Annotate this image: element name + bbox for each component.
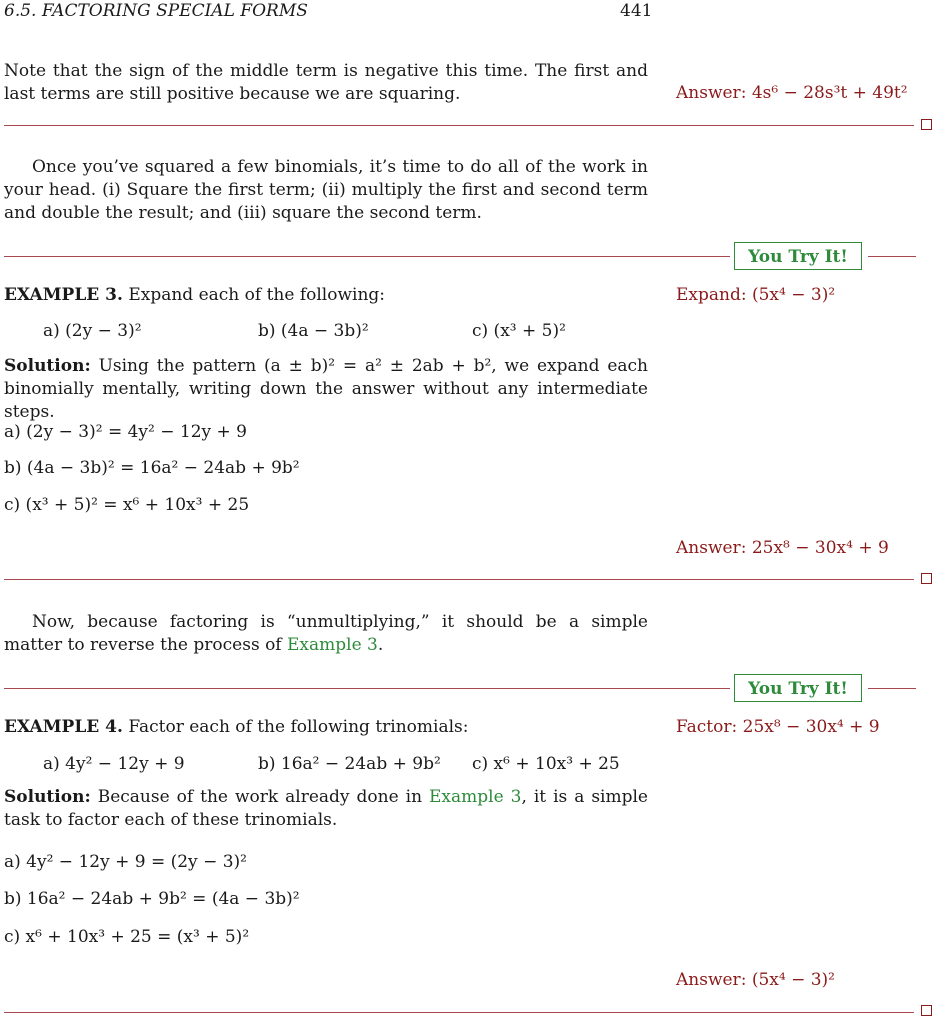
divider-rule	[4, 1012, 914, 1013]
answer-a: a) 4y² − 12y + 9 = (2y − 3)²	[4, 852, 247, 872]
part-c: c) (x³ + 5)²	[472, 321, 566, 341]
paragraph-text: .	[377, 635, 384, 655]
divider-rule	[4, 579, 914, 580]
try-it-answer: Answer: (5x⁴ − 3)²	[676, 970, 835, 990]
example-3-heading	[4, 284, 648, 307]
transition-paragraph	[4, 611, 648, 657]
you-try-it-badge: You Try It!	[734, 242, 862, 270]
example-3-link[interactable]: Example 3	[429, 787, 522, 807]
solution-text: Using the pattern (a ± b)² = a² ± 2ab + b², we expand each binomially mentally, writing down the answer without any intermediate steps.	[4, 356, 648, 422]
solution-paragraph	[4, 786, 648, 832]
solution-text: , it is a simple task to factor each of these trinomials.	[4, 787, 648, 830]
answer-a: a) (2y − 3)² = 4y² − 12y + 9	[4, 422, 247, 442]
answer-b: b) 16a² − 24ab + 9b² = (4a − 3b)²	[4, 889, 300, 909]
previous-answer: Answer: 4s⁶ − 28s³t + 49t²	[676, 83, 908, 103]
part-a: a) 4y² − 12y + 9	[43, 754, 185, 774]
page-number: 441	[620, 1, 653, 21]
part-a: a) (2y − 3)²	[43, 321, 142, 341]
try-it-prompt: Factor: 25x⁸ − 30x⁴ + 9	[676, 717, 880, 737]
divider-rule	[4, 256, 730, 257]
answer-b: b) (4a − 3b)² = 16a² − 24ab + 9b²	[4, 458, 300, 478]
part-c: c) x⁶ + 10x³ + 25	[472, 754, 620, 774]
answer-c: c) (x³ + 5)² = x⁶ + 10x³ + 25	[4, 495, 250, 515]
paragraph-text: Now, because factoring is “unmultiplying,” it should be a simple matter to reverse the process of	[4, 612, 648, 655]
example-label: EXAMPLE 3.	[4, 285, 123, 305]
running-header-section: 6.5. FACTORING SPECIAL FORMS	[4, 1, 308, 21]
example-prompt: Factor each of the following trinomials:	[128, 717, 469, 737]
divider-rule	[4, 125, 914, 126]
part-b: b) 16a² − 24ab + 9b²	[258, 754, 441, 774]
example-3-link[interactable]: Example 3	[287, 635, 378, 655]
end-of-example-box	[921, 573, 932, 584]
example-label: EXAMPLE 4.	[4, 717, 123, 737]
you-try-it-badge: You Try It!	[734, 674, 862, 702]
solution-paragraph	[4, 355, 648, 424]
divider-rule	[868, 256, 916, 257]
try-it-answer: Answer: 25x⁸ − 30x⁴ + 9	[676, 538, 889, 558]
solution-label: Solution:	[4, 356, 91, 376]
note-paragraph: Note that the sign of the middle term is negative this time. The first and last terms are still positive because we are squaring.	[4, 61, 648, 104]
example-prompt: Expand each of the following:	[128, 285, 386, 305]
solution-text: Because of the work already done in	[97, 787, 429, 807]
end-of-example-box	[921, 119, 932, 130]
try-it-prompt: Expand: (5x⁴ − 3)²	[676, 285, 836, 305]
divider-rule	[868, 688, 916, 689]
part-b: b) (4a − 3b)²	[258, 321, 369, 341]
intro-paragraph: Once you’ve squared a few binomials, it’s time to do all of the work in your head. (i) Square the first term; (ii) multiply the first and second term and double the result; and (iii) square the second term.	[4, 157, 648, 223]
answer-c: c) x⁶ + 10x³ + 25 = (x³ + 5)²	[4, 927, 250, 947]
end-of-example-box	[921, 1005, 932, 1016]
example-4-heading	[4, 716, 648, 739]
solution-label: Solution:	[4, 787, 91, 807]
divider-rule	[4, 688, 730, 689]
